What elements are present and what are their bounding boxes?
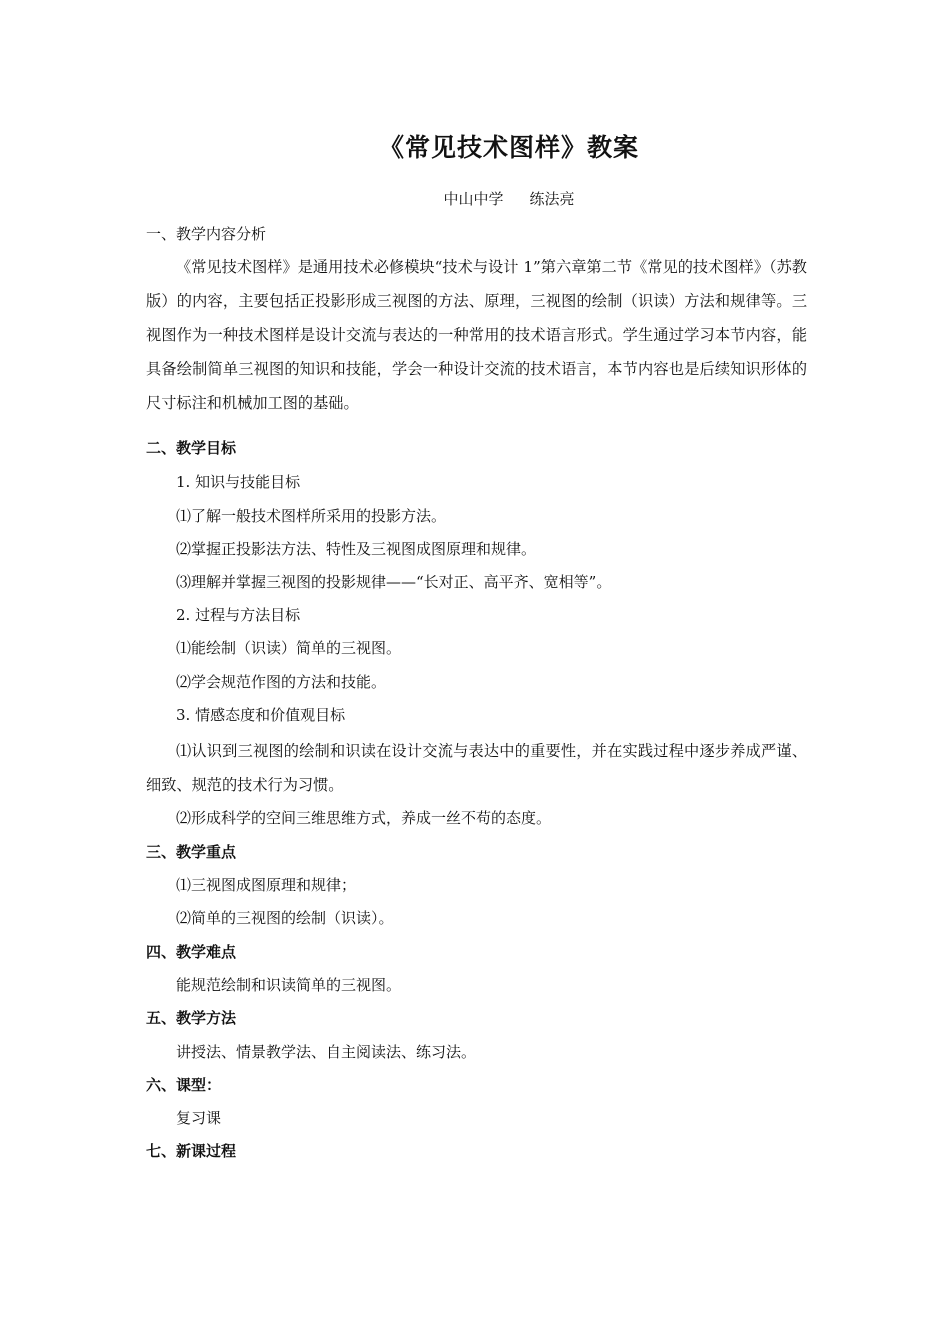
section-1-paragraph: 《常见技术图样》是通用技术必修模块“技术与设计 1”第六章第二节《常见的技术图样》（苏教版）的内容，主要包括正投影形成三视图的方法、原理，三视图的绘制（识读）方法和规律等。三视图作为一种技术图样是设计交流与表达的一种常用的技术语言形式。学生通过学习本节内容，能具备绘制简单三视图的知识和技能，学会一种设计交流的技术语言，本节内容也是后续知识形体的尺寸标注和机械加工图的基础。	[146, 258, 807, 412]
goal-3-item: ⑵形成科学的空间三维思维方式，养成一丝不苟的态度。	[176, 809, 552, 827]
section-6-heading: 六、课型：	[146, 1076, 222, 1094]
lesson-title: 《常见技术图样》教案	[378, 133, 639, 162]
goal-1-item: ⑶理解并掌握三视图的投影规律——“长对正、高平齐、宽相等”。	[176, 573, 612, 591]
section-7-heading: 七、新课过程	[146, 1142, 237, 1160]
goal-1-item: ⑴了解一般技术图样所采用的投影方法。	[176, 507, 447, 525]
section-1-heading: 一、教学内容分析	[146, 225, 267, 243]
goal-1-title: 1. 知识与技能目标	[176, 473, 301, 491]
author-school: 中山中学	[443, 190, 504, 208]
section-5-heading: 五、教学方法	[146, 1009, 237, 1027]
section-3-item: ⑴三视图成图原理和规律；	[176, 876, 357, 894]
goal-2-item: ⑵学会规范作图的方法和技能。	[176, 673, 387, 691]
author-line	[34, 188, 950, 209]
goal-3-title: 3. 情感态度和价值观目标	[176, 706, 346, 724]
section-4-heading: 四、教学难点	[146, 943, 237, 961]
goal-1-item: ⑵掌握正投影法方法、特性及三视图成图原理和规律。	[176, 540, 537, 558]
goal-3-item: ⑴认识到三视图的绘制和识读在设计交流与表达中的重要性，并在实践过程中逐步养成严谨、细致、规范的技术行为习惯。	[146, 742, 807, 794]
section-2-heading: 二、教学目标	[146, 439, 237, 457]
section-3-item: ⑵简单的三视图的绘制（识读）。	[176, 909, 394, 927]
section-3-heading: 三、教学重点	[146, 843, 237, 861]
section-6-text: 复习课	[176, 1109, 222, 1127]
section-5-text: 讲授法、情景教学法、自主阅读法、练习法。	[176, 1043, 477, 1061]
goal-2-title: 2. 过程与方法目标	[176, 606, 301, 624]
author-name: 练法亮	[529, 190, 575, 208]
goal-2-item: ⑴能绘制（识读）简单的三视图。	[176, 639, 402, 657]
section-4-text: 能规范绘制和识读简单的三视图。	[176, 976, 402, 994]
